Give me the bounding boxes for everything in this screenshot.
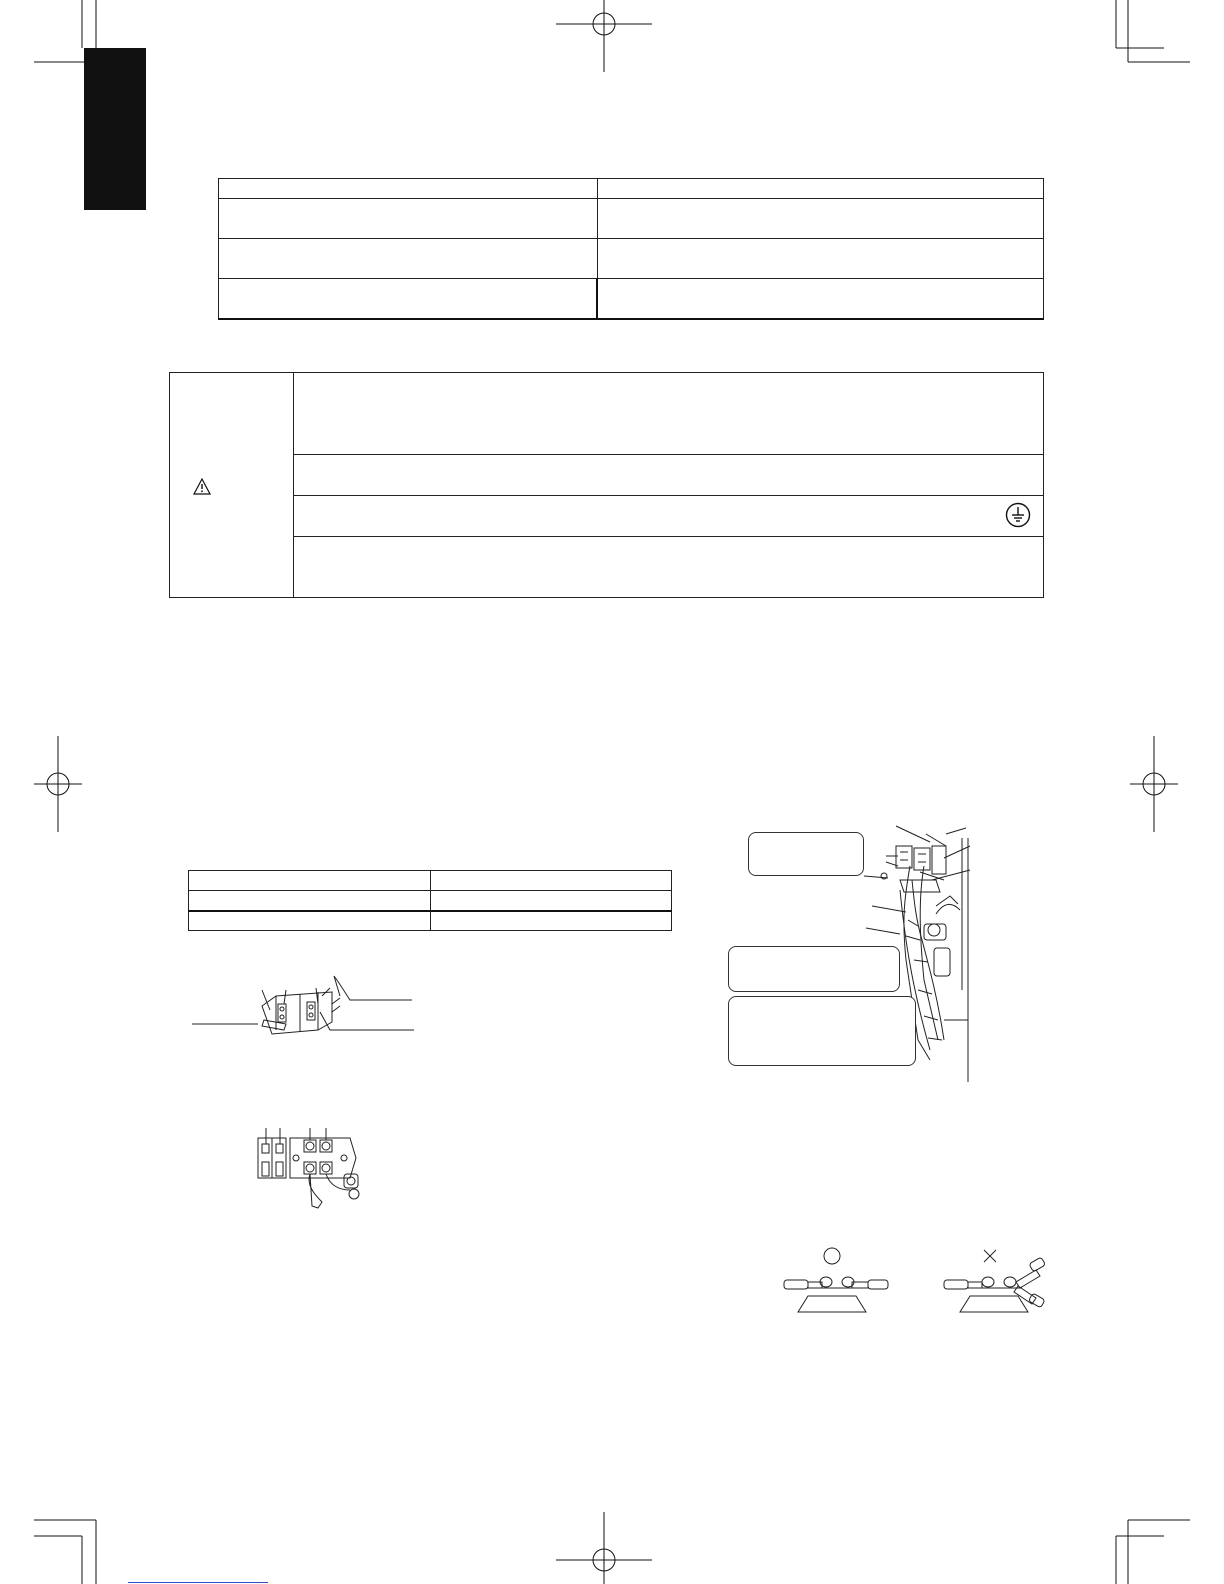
table-cell: [597, 179, 1043, 199]
warning-item: [293, 537, 1043, 598]
cable-table: [188, 870, 672, 931]
table-cell: [219, 199, 598, 239]
warning-label-cell: [170, 373, 294, 598]
spec-table: [218, 178, 1044, 320]
table-row: [170, 537, 1044, 598]
table-row: [219, 279, 1044, 319]
table-cell: [219, 279, 598, 319]
table-row: [189, 911, 672, 931]
table-cell: [597, 279, 1043, 319]
warning-item: [293, 455, 1043, 496]
table-cell: [597, 199, 1043, 239]
table-row: [170, 455, 1044, 496]
table-cell: [219, 239, 598, 279]
warning-item: [293, 496, 1043, 537]
callout-box: [728, 946, 900, 992]
table-cell: [219, 179, 598, 199]
table-cell: [431, 911, 672, 931]
warning-item: [293, 373, 1043, 455]
table-cell: [189, 911, 431, 931]
language-tab-marker: [84, 48, 146, 210]
warning-box: [169, 372, 1044, 598]
table-cell: [431, 871, 672, 891]
table-row: [189, 871, 672, 891]
table-cell: [189, 871, 431, 891]
wiring-diagram-illustration: [258, 1128, 359, 1208]
ng-crimp-illustration: [944, 1250, 1046, 1312]
table-cell: [431, 891, 672, 911]
ok-crimp-illustration: [784, 1248, 888, 1312]
table-row: [170, 373, 1044, 455]
callout-box: [728, 996, 916, 1066]
table-row: [170, 496, 1044, 537]
table-row: [219, 239, 1044, 279]
protective-earth-icon: [1005, 502, 1031, 528]
footer-link-underline[interactable]: [128, 1582, 268, 1583]
table-cell: [189, 891, 431, 911]
terminal-block-illustration: [192, 976, 414, 1034]
table-cell: [597, 239, 1043, 279]
table-row: [189, 891, 672, 911]
table-row: [219, 179, 1044, 199]
table-row: [219, 199, 1044, 239]
warning-triangle-icon: [193, 478, 211, 495]
callout-box: [748, 832, 864, 876]
